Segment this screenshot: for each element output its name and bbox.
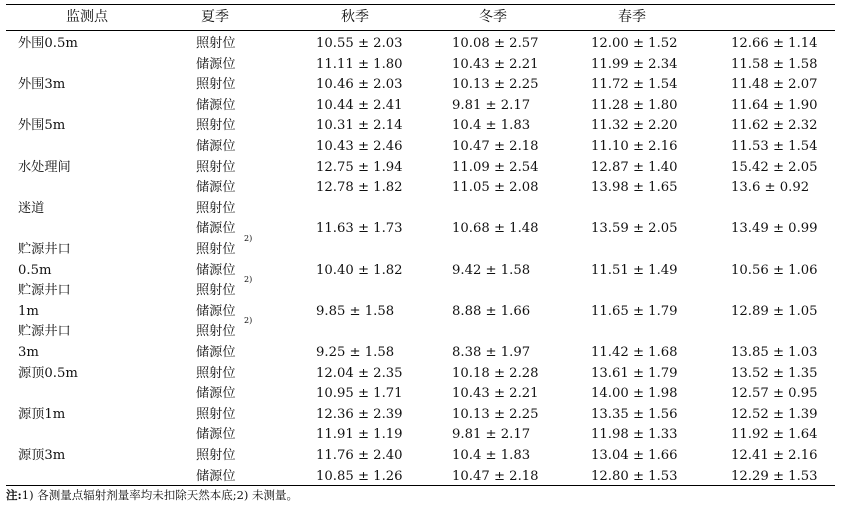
table-row (6, 301, 835, 322)
cell-value: 10.68 ± 1.48 (452, 221, 539, 237)
cell-monitoring-point: 贮源井口 (18, 242, 71, 257)
cell-value: 12.78 ± 1.82 (316, 180, 403, 196)
cell-monitoring-point: 贮源井口 (18, 324, 71, 340)
cell-value: 10.43 ± 2.21 (452, 56, 539, 72)
table-row (6, 445, 835, 466)
table-bottom-rule (6, 485, 835, 486)
cell-value: 11.09 ± 2.54 (452, 159, 539, 175)
cell-position: 照射位 (196, 365, 236, 381)
cell-position: 储源位 (196, 221, 236, 237)
table-row (6, 424, 835, 445)
cell-value: 11.72 ± 1.54 (591, 77, 678, 93)
cell-value: 12.29 ± 1.53 (731, 468, 818, 484)
cell-monitoring-point: 1m (18, 303, 39, 319)
cell-value: 11.32 ± 2.20 (591, 118, 678, 134)
table-top-rule (6, 4, 835, 5)
cell-position: 储源位 (196, 97, 236, 113)
cell-value: 13.49 ± 0.99 (731, 221, 818, 237)
cell-value: 12.89 ± 1.05 (731, 303, 818, 319)
table-row (6, 404, 835, 425)
cell-value: 14.00 ± 1.98 (591, 386, 678, 402)
table-row (6, 136, 835, 157)
cell-position: 储源位 (196, 427, 236, 443)
cell-value: 10.55 ± 2.03 (316, 36, 403, 51)
cell-position: 照射位 (196, 406, 236, 422)
cell-value: 13.04 ± 1.66 (591, 448, 678, 463)
header-summer: 夏季 (201, 9, 229, 25)
cell-value: 9.42 ± 1.58 (452, 262, 531, 278)
cell-monitoring-point: 外围3m (18, 77, 66, 93)
cell-value: 9.81 ± 2.17 (452, 97, 531, 113)
cell-position: 储源位 (196, 262, 236, 278)
table-row (6, 54, 835, 75)
cell-value: 10.44 ± 2.41 (316, 97, 403, 113)
table-row (6, 74, 835, 95)
header-autumn: 秋季 (341, 9, 369, 25)
table-header-rule (6, 30, 835, 31)
table-row: 贮源井口 照射位 2) (6, 321, 835, 342)
cell-monitoring-point: 迷道 (18, 200, 45, 216)
cell-monitoring-point: 源顶1m (18, 406, 66, 422)
cell-value: 11.28 ± 1.80 (591, 97, 678, 113)
cell-value: 10.4 ± 1.83 (452, 448, 531, 463)
cell-value: 10.47 ± 2.18 (452, 468, 539, 484)
cell-value: 10.31 ± 2.14 (316, 118, 403, 134)
header-monitoring-point: 监测点 (66, 9, 108, 25)
table-row (6, 342, 835, 363)
cell-value: 11.99 ± 2.34 (591, 56, 678, 72)
cell-value: 11.76 ± 2.40 (316, 448, 403, 463)
cell-position: 储源位 (196, 303, 236, 319)
table-row (6, 363, 835, 384)
cell-position: 照射位 (196, 200, 236, 216)
cell-position: 照射位 (196, 242, 236, 257)
table-row (6, 383, 835, 404)
cell-value: 11.48 ± 2.07 (731, 77, 818, 93)
cell-value: 11.63 ± 1.73 (316, 221, 403, 237)
cell-value: 12.57 ± 0.95 (731, 386, 818, 402)
cell-value: 12.80 ± 1.53 (591, 468, 678, 484)
cell-monitoring-point: 水处理间 (18, 159, 71, 175)
cell-position: 照射位 (196, 159, 236, 175)
cell-position: 照射位 (196, 77, 236, 93)
cell-value: 12.36 ± 2.39 (316, 406, 403, 422)
header-spring: 春季 (618, 9, 646, 25)
cell-monitoring-point: 贮源井口 (18, 283, 71, 299)
cell-value: 10.43 ± 2.46 (316, 139, 403, 154)
cell-position: 照射位 (196, 283, 236, 299)
cell-value: 13.52 ± 1.35 (731, 365, 818, 381)
cell-value: 12.00 ± 1.52 (591, 36, 678, 51)
footnote-label: 注: (6, 488, 22, 502)
table-footnote (6, 487, 298, 503)
table-row (6, 218, 835, 239)
cell-value: 10.08 ± 2.57 (452, 36, 539, 51)
cell-value: 10.13 ± 2.25 (452, 77, 539, 93)
table-header-row (6, 6, 835, 28)
cell-value: 11.10 ± 2.16 (591, 139, 678, 154)
cell-value: 9.25 ± 1.58 (316, 345, 395, 360)
table-row (6, 260, 835, 281)
cell-value: 13.59 ± 2.05 (591, 221, 678, 237)
cell-value: 11.58 ± 1.58 (731, 56, 818, 72)
cell-value: 12.66 ± 1.14 (731, 36, 818, 51)
cell-value: 13.85 ± 1.03 (731, 345, 818, 360)
cell-value: 13.35 ± 1.56 (591, 406, 678, 422)
cell-monitoring-point: 3m (18, 345, 39, 360)
table-row (6, 95, 835, 116)
cell-value: 11.11 ± 1.80 (316, 56, 403, 72)
cell-monitoring-point: 0.5m (18, 262, 52, 278)
cell-value: 10.18 ± 2.28 (452, 365, 539, 381)
cell-value: 11.92 ± 1.64 (731, 427, 818, 443)
cell-value: 11.91 ± 1.19 (316, 427, 403, 443)
table-row (6, 115, 835, 136)
cell-value: 12.52 ± 1.39 (731, 406, 818, 422)
cell-position: 照射位 (196, 324, 236, 340)
cell-value: 13.6 ± 0.92 (731, 180, 810, 196)
cell-value: 8.38 ± 1.97 (452, 345, 531, 360)
cell-value: 9.81 ± 2.17 (452, 427, 531, 443)
cell-value: 9.85 ± 1.58 (316, 303, 395, 319)
cell-value: 11.98 ± 1.33 (591, 427, 678, 443)
cell-value: 12.87 ± 1.40 (591, 159, 678, 175)
cell-value: 10.95 ± 1.71 (316, 386, 403, 402)
cell-value: 11.05 ± 2.08 (452, 180, 539, 196)
cell-value: 10.56 ± 1.06 (731, 262, 818, 278)
cell-value: 11.65 ± 1.79 (591, 303, 678, 319)
cell-value: 13.61 ± 1.79 (591, 365, 678, 381)
cell-value: 10.47 ± 2.18 (452, 139, 539, 154)
cell-monitoring-point: 外围0.5m (18, 36, 78, 51)
cell-value: 11.42 ± 1.68 (591, 345, 678, 360)
cell-value: 10.85 ± 1.26 (316, 468, 403, 484)
cell-value: 10.4 ± 1.83 (452, 118, 531, 134)
cell-position: 储源位 (196, 56, 236, 72)
cell-position: 照射位 (196, 36, 236, 51)
table-row (6, 157, 835, 178)
cell-value: 12.75 ± 1.94 (316, 159, 403, 175)
cell-value: 11.51 ± 1.49 (591, 262, 678, 278)
table-row (6, 177, 835, 198)
cell-value: 8.88 ± 1.66 (452, 303, 531, 319)
cell-value: 11.62 ± 2.32 (731, 118, 818, 134)
cell-value: 11.64 ± 1.90 (731, 97, 818, 113)
table-row (6, 33, 835, 54)
cell-position: 照射位 (196, 118, 236, 134)
table-row: 贮源井口 照射位 2) (6, 239, 835, 260)
table-row: 贮源井口 照射位 2) (6, 280, 835, 301)
cell-position: 储源位 (196, 386, 236, 402)
cell-value: 10.40 ± 1.82 (316, 262, 403, 278)
cell-value: 12.41 ± 2.16 (731, 448, 818, 463)
cell-position: 储源位 (196, 468, 236, 484)
cell-value: 10.43 ± 2.21 (452, 386, 539, 402)
cell-position: 储源位 (196, 139, 236, 154)
cell-monitoring-point: 外围5m (18, 118, 66, 134)
cell-value: 10.46 ± 2.03 (316, 77, 403, 93)
cell-position: 储源位 (196, 345, 236, 360)
cell-monitoring-point: 源顶0.5m (18, 365, 78, 381)
table-row (6, 198, 835, 219)
cell-position: 储源位 (196, 180, 236, 196)
cell-monitoring-point: 源顶3m (18, 448, 66, 463)
header-winter: 冬季 (479, 9, 507, 25)
cell-value: 10.13 ± 2.25 (452, 406, 539, 422)
cell-value: 11.53 ± 1.54 (731, 139, 818, 154)
footnote-text: 1) 各测量点辐射剂量率均未扣除天然本底;2) 未测量。 (21, 488, 299, 502)
cell-value: 15.42 ± 2.05 (731, 159, 818, 175)
cell-value: 13.98 ± 1.65 (591, 180, 678, 196)
table-row (6, 466, 835, 487)
cell-value: 12.04 ± 2.35 (316, 365, 403, 381)
cell-position: 照射位 (196, 448, 236, 463)
